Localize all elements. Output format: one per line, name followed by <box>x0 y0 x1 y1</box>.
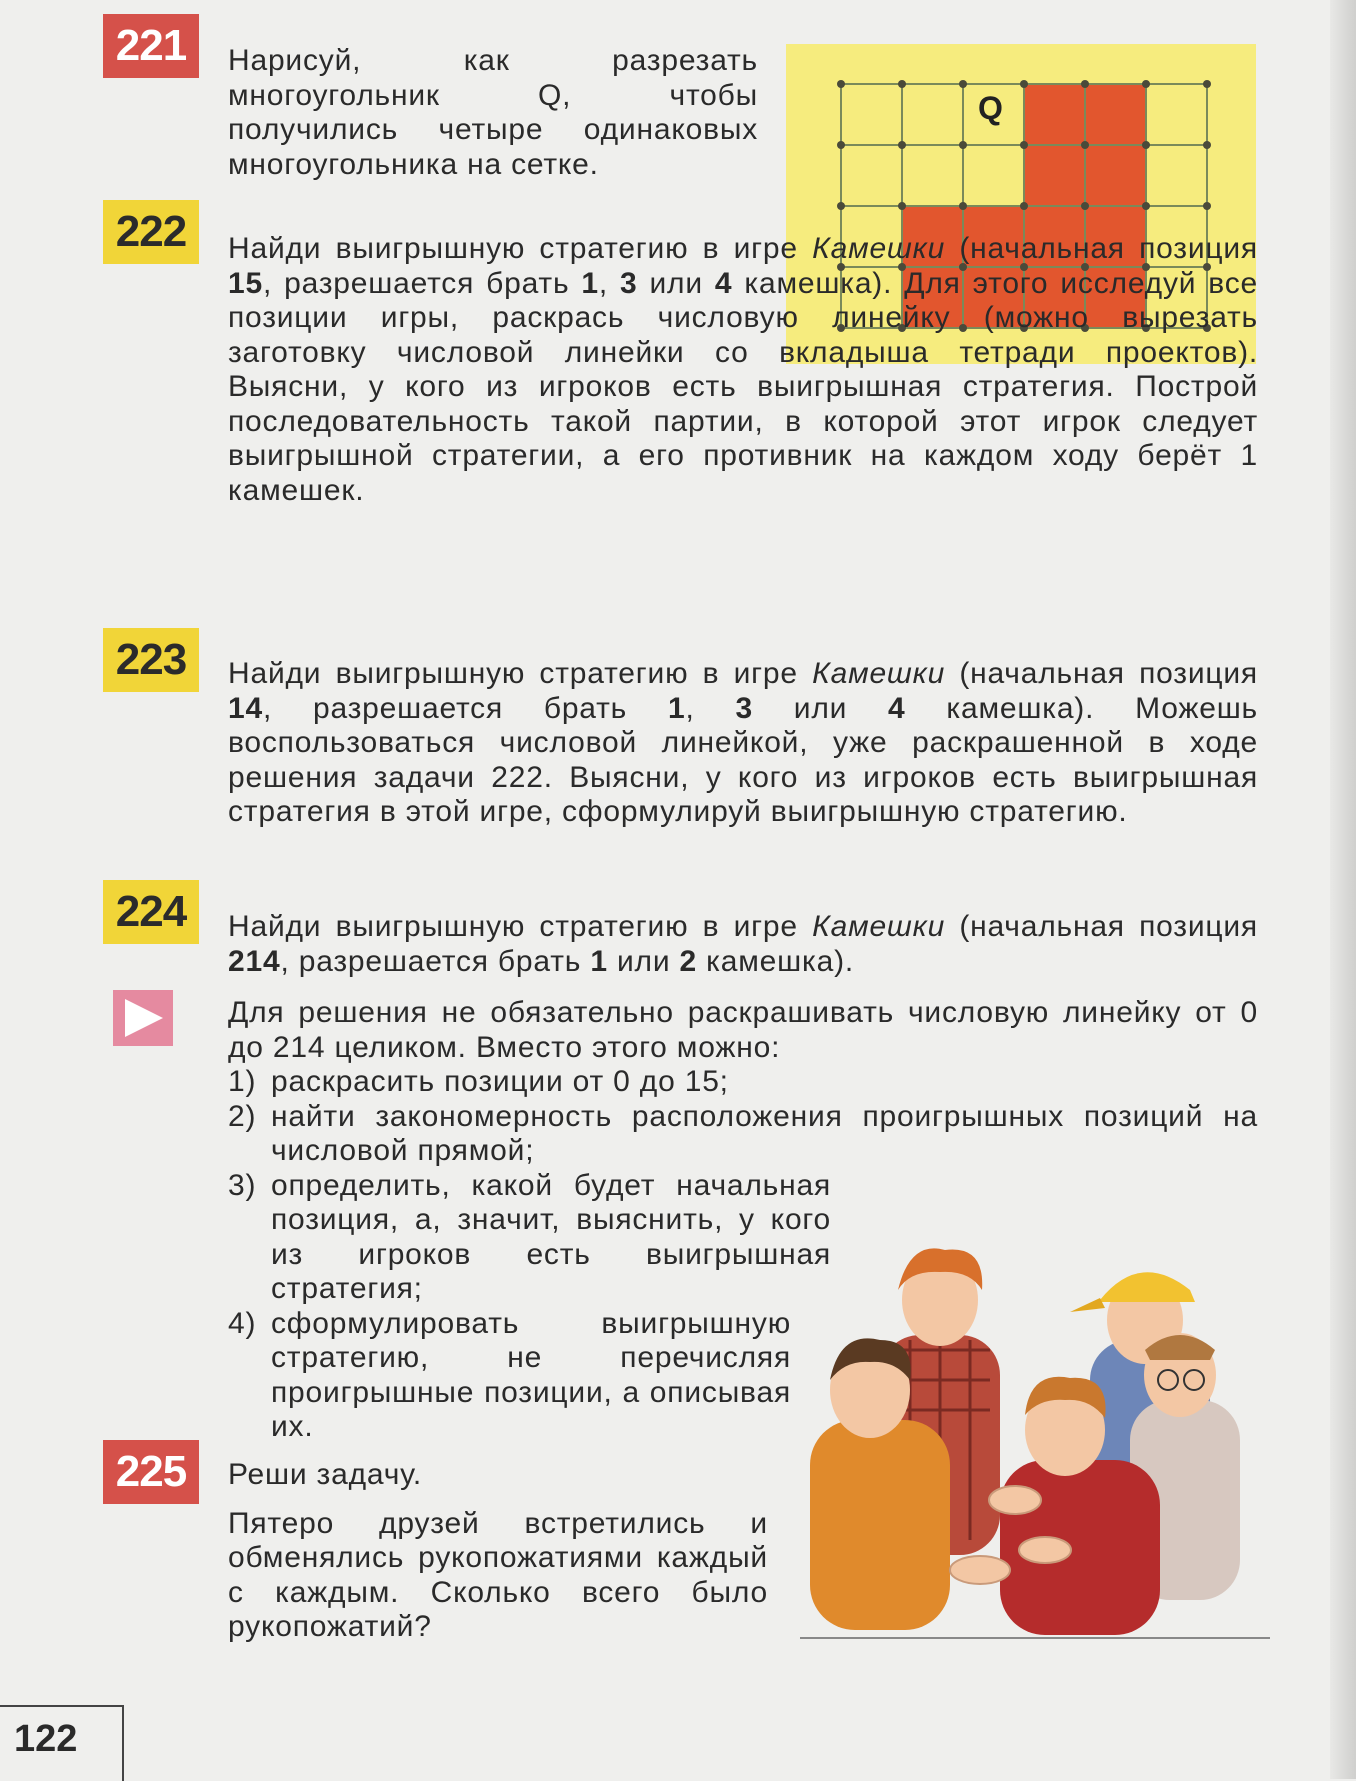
problem-number-222: 222 <box>103 200 199 264</box>
friends-handshake-illustration <box>800 1240 1270 1640</box>
hint-play-icon <box>113 990 173 1046</box>
p224-text-4: камешка). <box>697 944 855 978</box>
problem-text-224 <box>228 910 1258 979</box>
p223-text-2: (начальная позиция <box>945 657 1258 690</box>
p223-sep-1: , <box>685 691 736 725</box>
grid-node <box>1020 141 1028 149</box>
p223-text-4: камешка). Можешь воспользоваться числовой линейкой, уже раскрашенной в ходе решения задачи 222. Выясни, у кого из игроков есть выигрышная стратегия в этой игре, сформулируй выигрышную стратегию. <box>228 691 1258 828</box>
p223-move-3: 4 <box>888 691 906 725</box>
p225-title: Реши задачу. <box>228 1458 423 1491</box>
page-number: 122 <box>14 1718 78 1760</box>
grid-node <box>1142 202 1150 210</box>
play-triangle-icon <box>113 990 173 1046</box>
polygon-cell <box>1024 145 1085 206</box>
problem-text-222 <box>228 232 1258 508</box>
p224-text-1: Найди выигрышную стратегию в игре <box>228 910 813 943</box>
p223-text-3: , разрешается брать <box>262 691 668 725</box>
page-edge <box>1330 0 1356 1779</box>
hint-item-4 <box>228 1307 791 1445</box>
problem-text-223 <box>228 657 1258 830</box>
grid-node <box>959 141 967 149</box>
polygon-cell <box>1085 84 1146 145</box>
p224-move-1: 1 <box>590 944 608 978</box>
p222-move-3: 4 <box>714 266 733 300</box>
hint-item-1-text: раскрасить позиции от 0 до 15; <box>271 1065 729 1098</box>
p223-text-1: Найди выигрышную стратегию в игре <box>228 657 813 690</box>
hint-item-3 <box>228 1169 831 1307</box>
p224-game-name: Камешки <box>812 910 946 943</box>
hint-item-3-num: 3) <box>228 1168 257 1202</box>
hint-item-2 <box>228 1100 1258 1169</box>
p223-move-1: 1 <box>667 691 686 725</box>
p224-sep: или <box>607 944 680 978</box>
grid-node <box>959 202 967 210</box>
problem-number-221: 221 <box>103 14 199 78</box>
hint-item-2-num: 2) <box>228 1099 257 1133</box>
grid-node <box>898 202 906 210</box>
p224-move-2: 2 <box>679 944 698 978</box>
problem-number-223: 223 <box>103 628 199 692</box>
p222-text-2: (начальная позиция <box>945 232 1258 265</box>
p222-game-name: Камешки <box>812 232 946 265</box>
hint-item-1 <box>228 1065 1258 1100</box>
p223-move-2: 3 <box>735 691 753 725</box>
p223-sep-2: или <box>752 691 889 725</box>
p222-text-4: камешка). Для этого исследуй все позиции игры, раскрась числовую линейку (можно вырезать заготовку числовой линейки со вкладыша тетради проектов). Выясни, у кого из игроков есть выигрышная стратегия. Построй последовательность такой партии, в которой этот игрок следует выигрышной стратегии, а его противник на каждом ходу берёт 1 камешек. <box>228 266 1258 507</box>
grid-node <box>1020 80 1028 88</box>
hint-item-1-num: 1) <box>228 1065 257 1098</box>
grid-node <box>837 80 845 88</box>
grid-node <box>959 80 967 88</box>
hint-intro: Для решения не обязательно раскрашивать числовую линейку от 0 до 214 целиком. Вместо этого можно: <box>228 996 1258 1064</box>
grid-node <box>837 202 845 210</box>
p223-start-position: 14 <box>228 691 263 725</box>
problem-number-225: 225 <box>103 1440 199 1504</box>
p222-move-1: 1 <box>581 266 599 300</box>
p224-text-2: (начальная позиция <box>945 910 1258 943</box>
p222-text-3: , разрешается брать <box>262 266 582 300</box>
grid-node <box>1142 141 1150 149</box>
hint-item-4-text: сформулировать выигрышную стратегию, не перечисляя проигрышные позиции, а описывая их. <box>271 1306 791 1443</box>
p222-sep-2: или <box>637 266 715 300</box>
grid-node <box>1020 202 1028 210</box>
problem-text-221 <box>228 44 758 182</box>
problem-text-225 <box>228 1458 768 1645</box>
problem-221-text: Нарисуй, как разрезать многоугольник Q, чтобы получились четыре одинаковых многоугольника на сетке. <box>228 44 758 181</box>
hint-item-2-text: найти закономерность расположения проигрышных позиций на числовой прямой; <box>271 1099 1258 1167</box>
grid-node <box>898 141 906 149</box>
problem-number-224: 224 <box>103 880 199 944</box>
grid-node <box>1203 141 1211 149</box>
grid-node <box>1203 80 1211 88</box>
grid-node <box>1203 202 1211 210</box>
p224-text-3: , разрешается брать <box>280 944 591 978</box>
play-triangle <box>125 999 163 1037</box>
friends-illustration-svg <box>800 1240 1270 1640</box>
hint-item-4-num: 4) <box>228 1306 257 1340</box>
polygon-cell <box>1024 84 1085 145</box>
grid-node <box>1081 141 1089 149</box>
grid-node <box>1142 80 1150 88</box>
p223-game-name: Камешки <box>812 657 946 690</box>
hint-item-3-text: определить, какой будет начальная позиция, а, значит, выяснить, у кого из игроков есть выигрышная стратегия; <box>271 1168 831 1305</box>
p224-start-position: 214 <box>228 944 281 978</box>
p225-text: Пятеро друзей встретились и обменялись рукопожатиями каждый с каждым. Сколько всего было рукопожатий? <box>228 1506 768 1643</box>
grid-node <box>837 141 845 149</box>
grid-node <box>1081 80 1089 88</box>
p222-text-1: Найди выигрышную стратегию в игре <box>228 232 813 265</box>
polygon-cell <box>1085 145 1146 206</box>
polygon-label: Q <box>978 90 1003 126</box>
p222-sep-1: , <box>598 266 621 300</box>
p222-start-position: 15 <box>228 266 263 300</box>
grid-node <box>898 80 906 88</box>
grid-node <box>1081 202 1089 210</box>
p222-move-2: 3 <box>620 266 638 300</box>
